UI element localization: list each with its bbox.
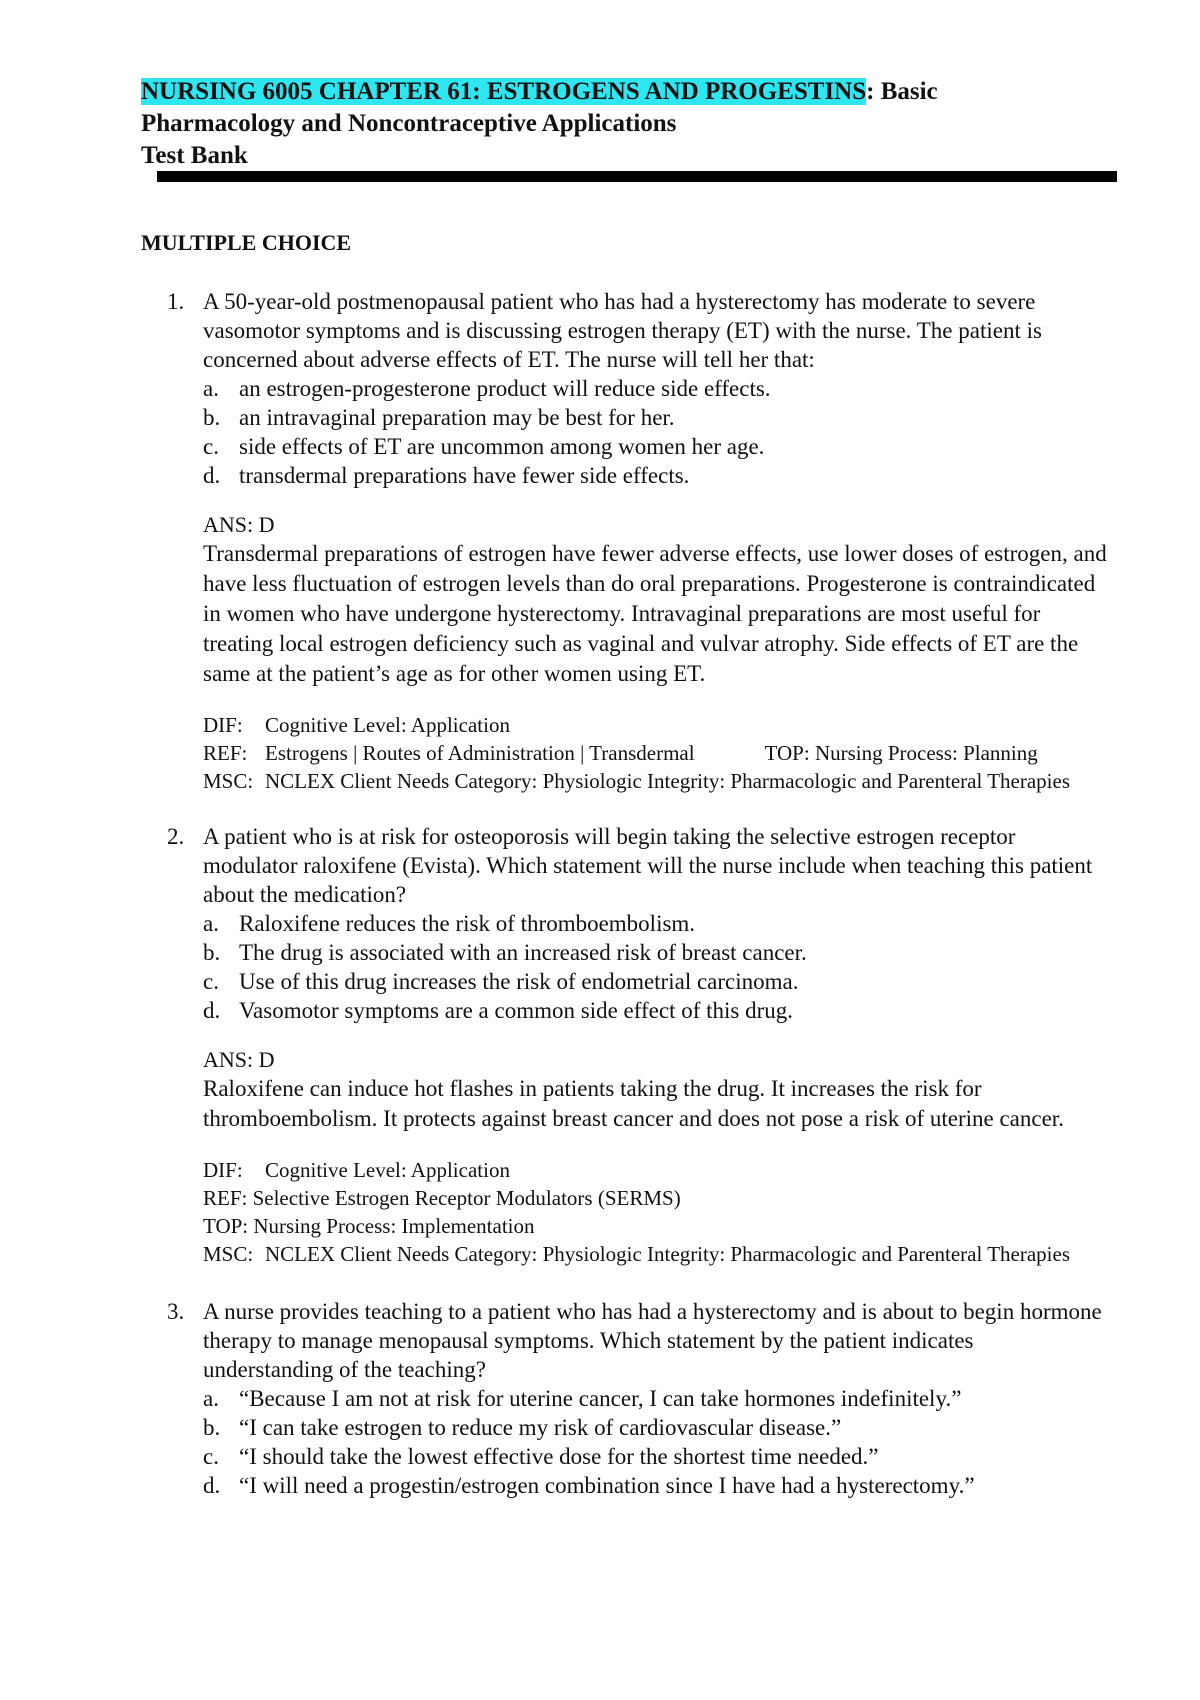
option-d: d. Vasomotor symptoms are a common side effect of this drug.: [203, 998, 794, 1023]
rationale: Transdermal preparations of estrogen have fewer adverse effects, use lower doses of estrogen, and have less fluctuation of estrogen levels than do oral preparations. Progesterone is contraindicated in women who have undergone hysterectomy. Intravaginal preparations are most useful for treating local estrogen deficiency such as vaginal and vulvar atrophy. Side effects of ET are the same at the patient’s age as for other women using ET.: [203, 541, 1107, 686]
question-text: A 50-year-old postmenopausal patient who has had a hysterectomy has moderate to severe vasomotor symptoms and is discussing estrogen therapy (ET) with the nurse. The patient is concerned about adverse effects of ET. The nurse will tell her that:: [203, 289, 1042, 372]
question-2: [167, 822, 1107, 1268]
question-text: A nurse provides teaching to a patient who has had a hysterectomy and is about to begin hormone therapy to manage menopausal symptoms. Which statement by the patient indicates understanding of the teaching?: [203, 1299, 1102, 1382]
document-header: [141, 76, 1121, 172]
option-b: b. The drug is associated with an increased risk of breast cancer.: [203, 940, 807, 965]
question-number: 1.: [167, 289, 185, 314]
title-rest: : Basic: [866, 78, 938, 105]
answer-block: [203, 1045, 1107, 1268]
metadata: [203, 1156, 1107, 1268]
metadata: [203, 711, 1107, 795]
question-stem: [167, 1297, 1107, 1384]
answer: ANS: D: [203, 512, 275, 537]
answer: ANS: D: [203, 1047, 275, 1072]
document-subtitle: Pharmacology and Noncontraceptive Applications: [141, 110, 677, 137]
option-list: [167, 1384, 1107, 1500]
top-value: TOP: Nursing Process: Planning: [764, 741, 1038, 765]
option-list: [167, 374, 1107, 490]
ref-row: REF: Selective Estrogen Receptor Modulators (SERMS): [203, 1186, 681, 1210]
option-a: a. “Because I am not at risk for uterine cancer, I can take hormones indefinitely.”: [203, 1386, 962, 1411]
option-c: c. Use of this drug increases the risk of endometrial carcinoma.: [203, 969, 799, 994]
msc-row: MSC: NCLEX Client Needs Category: Physiologic Integrity: Pharmacologic and Parenteral Therapies: [203, 1242, 1070, 1266]
document-title: [141, 76, 1121, 108]
option-d: d. “I will need a progestin/estrogen combination since I have had a hysterectomy.”: [203, 1473, 975, 1498]
dif-row: DIF: Cognitive Level: Application: [203, 713, 510, 737]
option-list: [167, 909, 1107, 1025]
header-rule: [157, 171, 1117, 182]
option-d: d. transdermal preparations have fewer side effects.: [203, 463, 690, 488]
question-stem: [167, 287, 1107, 374]
ref-row: REF: Estrogens | Routes of Administration | Transdermal TOP: Nursing Process: Planning: [203, 741, 1038, 765]
msc-row: MSC: NCLEX Client Needs Category: Physiologic Integrity: Pharmacologic and Parenteral Therapies: [203, 769, 1070, 793]
title-highlight: NURSING 6005 CHAPTER 61: ESTROGENS AND PROGESTINS: [141, 78, 867, 105]
option-c: c. side effects of ET are uncommon among women her age.: [203, 434, 765, 459]
question-number: 3.: [167, 1299, 185, 1324]
question-1: [167, 287, 1107, 795]
dif-row: DIF: Cognitive Level: Application: [203, 1158, 510, 1182]
question-number: 2.: [167, 824, 185, 849]
option-a: a. Raloxifene reduces the risk of thromboembolism.: [203, 911, 696, 936]
question-text: A patient who is at risk for osteoporosis will begin taking the selective estrogen receptor modulator raloxifene (Evista). Which statement will the nurse include when teaching this patient about the medication?: [203, 824, 1093, 907]
option-c: c. “I should take the lowest effective dose for the shortest time needed.”: [203, 1444, 879, 1469]
top-row: TOP: Nursing Process: Implementation: [203, 1214, 535, 1238]
option-b: b. an intravaginal preparation may be best for her.: [203, 405, 675, 430]
question-3: [167, 1297, 1107, 1500]
option-b: b. “I can take estrogen to reduce my risk of cardiovascular disease.”: [203, 1415, 842, 1440]
question-stem: [167, 822, 1107, 909]
section-title: MULTIPLE CHOICE: [141, 230, 352, 255]
rationale: Raloxifene can induce hot flashes in patients taking the drug. It increases the risk for thromboembolism. It protects against breast cancer and does not pose a risk of uterine cancer.: [203, 1076, 1064, 1131]
test-bank-label: Test Bank: [141, 142, 248, 169]
option-a: a. an estrogen-progesterone product will reduce side effects.: [203, 376, 771, 401]
answer-block: [203, 510, 1107, 795]
